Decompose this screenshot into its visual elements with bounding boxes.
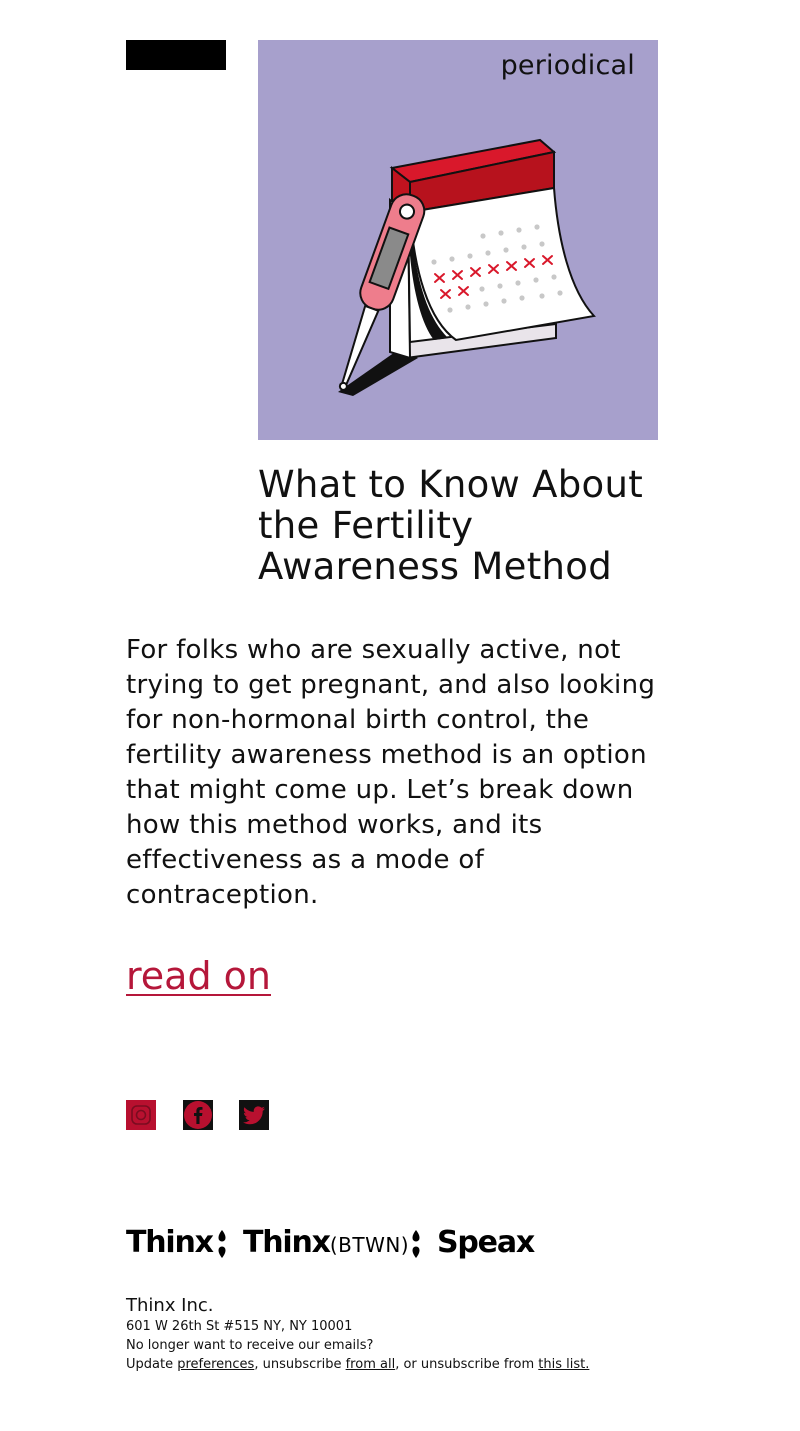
thinx-btwn-logo[interactable]: [243, 1224, 409, 1264]
preferences-link[interactable]: preferences: [177, 1357, 255, 1372]
separator-drops-icon: [410, 1229, 422, 1259]
unsubscribe-mid: , unsubscribe: [254, 1357, 346, 1372]
brand-logo[interactable]: [126, 40, 226, 70]
thinx-logo[interactable]: Thinx: [126, 1225, 213, 1260]
speax-logo[interactable]: Speax: [437, 1225, 535, 1260]
unsubscribe-line: [126, 1355, 686, 1374]
unsubscribe-all-link[interactable]: from all: [345, 1357, 396, 1372]
instagram-icon[interactable]: [126, 1100, 156, 1130]
company-name: Thinx Inc.: [126, 1295, 214, 1316]
unsubscribe-list-link[interactable]: this list.: [538, 1357, 590, 1372]
footer: [126, 1295, 686, 1374]
brand-family-logos: [126, 1224, 546, 1264]
hero-image[interactable]: [258, 40, 658, 440]
article-intro: For folks who are sexually active, not trying to get pregnant, and also looking for non-hormonal birth control, the fertility awareness method is an option that might come up. Let’s break down how this method works, and its effectiveness as a mode of contraception.: [126, 635, 656, 910]
separator-drops-icon: [216, 1229, 228, 1259]
unsubscribe-prompt: No longer want to receive our emails?: [126, 1338, 374, 1353]
company-address: 601 W 26th St #515 NY, NY 10001: [126, 1319, 353, 1334]
twitter-icon[interactable]: [239, 1100, 269, 1130]
section-label: periodical: [500, 50, 635, 81]
unsubscribe-or: , or unsubscribe from: [395, 1357, 539, 1372]
facebook-icon[interactable]: [183, 1100, 213, 1130]
update-prefix: Update: [126, 1357, 178, 1372]
btwn-label: (BTWN): [329, 1233, 410, 1257]
calendar-and-thermometer-illustration: [258, 40, 658, 440]
thinx-btwn-main: Thinx: [243, 1225, 330, 1260]
read-on-link[interactable]: read on: [126, 954, 271, 998]
article-headline[interactable]: What to Know About the Fertility Awareness Method: [258, 463, 644, 588]
